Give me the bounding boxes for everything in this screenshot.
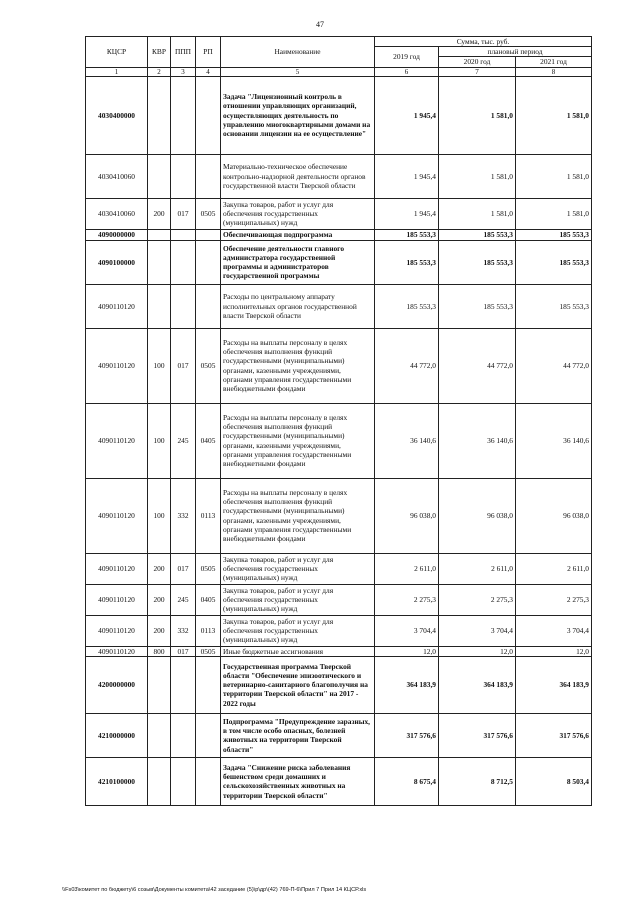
row-kvr — [148, 154, 171, 198]
row-rp: 0505 — [196, 198, 221, 229]
row-ppp: 017 — [171, 328, 196, 403]
row-name: Закупка товаров, работ и услуг для обеспечения государственных (муниципальных) нужд — [221, 615, 375, 646]
row-value-2020: 185 553,3 — [439, 240, 516, 284]
row-kcsr: 4090110120 — [86, 584, 148, 615]
row-ppp — [171, 154, 196, 198]
row-rp — [196, 713, 221, 757]
row-value-2021: 3 704,4 — [516, 615, 592, 646]
row-name: Расходы на выплаты персоналу в целях обеспечения выполнения функций государственными (муниципальными) органами, казенными учреждениями, органами управления государственными внебюджетными фондами — [221, 403, 375, 478]
row-ppp — [171, 284, 196, 328]
row-kcsr: 4090110120 — [86, 403, 148, 478]
row-value-2019: 185 553,3 — [375, 229, 439, 240]
row-ppp — [171, 713, 196, 757]
table-row — [86, 553, 592, 584]
row-kvr — [148, 76, 171, 154]
row-kcsr: 4200000000 — [86, 656, 148, 713]
table-row — [86, 615, 592, 646]
row-value-2021: 185 553,3 — [516, 229, 592, 240]
row-value-2020: 1 581,0 — [439, 198, 516, 229]
table-row — [86, 284, 592, 328]
table-row — [86, 646, 592, 656]
row-value-2020: 12,0 — [439, 646, 516, 656]
row-kcsr: 4090110120 — [86, 284, 148, 328]
row-ppp — [171, 229, 196, 240]
row-kvr: 100 — [148, 328, 171, 403]
row-name: Закупка товаров, работ и услуг для обеспечения государственных (муниципальных) нужд — [221, 584, 375, 615]
row-kvr: 200 — [148, 553, 171, 584]
row-ppp: 017 — [171, 646, 196, 656]
table-row — [86, 713, 592, 757]
column-number: 6 — [375, 67, 439, 76]
row-value-2020: 2 275,3 — [439, 584, 516, 615]
row-kcsr: 4210000000 — [86, 713, 148, 757]
row-value-2021: 12,0 — [516, 646, 592, 656]
row-name: Обеспечение деятельности главного администратора государственной программы и администраторов государственной программы — [221, 240, 375, 284]
row-value-2020: 96 038,0 — [439, 478, 516, 553]
row-kvr — [148, 757, 171, 805]
row-value-2021: 36 140,6 — [516, 403, 592, 478]
row-value-2021: 1 581,0 — [516, 198, 592, 229]
row-value-2021: 317 576,6 — [516, 713, 592, 757]
row-rp: 0505 — [196, 328, 221, 403]
row-value-2021: 1 581,0 — [516, 76, 592, 154]
row-kcsr: 4090110120 — [86, 328, 148, 403]
row-value-2019: 1 945,4 — [375, 76, 439, 154]
column-number: 2 — [148, 67, 171, 76]
row-name: Подпрограмма "Предупреждение заразных, в том числе особо опасных, болезней животных на территории Тверской области" — [221, 713, 375, 757]
row-kvr: 200 — [148, 615, 171, 646]
table-row — [86, 229, 592, 240]
header-ppp: ППП — [171, 37, 196, 68]
row-value-2021: 96 038,0 — [516, 478, 592, 553]
row-rp: 0405 — [196, 403, 221, 478]
row-name: Закупка товаров, работ и услуг для обеспечения государственных (муниципальных) нужд — [221, 198, 375, 229]
column-number: 1 — [86, 67, 148, 76]
row-value-2019: 185 553,3 — [375, 284, 439, 328]
row-value-2019: 317 576,6 — [375, 713, 439, 757]
row-kcsr: 4210100000 — [86, 757, 148, 805]
row-ppp — [171, 240, 196, 284]
table-row — [86, 328, 592, 403]
row-value-2021: 2 275,3 — [516, 584, 592, 615]
row-rp: 0113 — [196, 615, 221, 646]
row-value-2019: 96 038,0 — [375, 478, 439, 553]
row-value-2020: 1 581,0 — [439, 76, 516, 154]
row-name: Расходы на выплаты персоналу в целях обеспечения выполнения функций государственными (муниципальными) органами, казенными учреждениями, органами управления государственными внебюджетными фондами — [221, 328, 375, 403]
row-value-2020: 36 140,6 — [439, 403, 516, 478]
row-ppp — [171, 76, 196, 154]
row-name: Обеспечивающая подпрограмма — [221, 229, 375, 240]
column-number: 3 — [171, 67, 196, 76]
row-kvr — [148, 229, 171, 240]
row-value-2021: 2 611,0 — [516, 553, 592, 584]
row-name: Государственная программа Тверской области "Обеспечение эпизоотического и ветеринарно-санитарного благополучия на территории Тверской области" на 2017 - 2022 годы — [221, 656, 375, 713]
header-year-2019: 2019 год — [375, 47, 439, 67]
row-name: Иные бюджетные ассигнования — [221, 646, 375, 656]
row-value-2019: 2 275,3 — [375, 584, 439, 615]
header-rp: РП — [196, 37, 221, 68]
row-rp: 0505 — [196, 553, 221, 584]
row-rp: 0405 — [196, 584, 221, 615]
row-kcsr: 4030400000 — [86, 76, 148, 154]
row-ppp — [171, 757, 196, 805]
header-name: Наименование — [221, 37, 375, 68]
row-rp — [196, 656, 221, 713]
row-ppp: 245 — [171, 584, 196, 615]
row-kvr: 100 — [148, 478, 171, 553]
row-kcsr: 4090100000 — [86, 240, 148, 284]
row-kvr: 100 — [148, 403, 171, 478]
row-value-2019: 8 675,4 — [375, 757, 439, 805]
row-ppp — [171, 656, 196, 713]
header-kvr: КВР — [148, 37, 171, 68]
row-value-2021: 185 553,3 — [516, 284, 592, 328]
row-ppp: 017 — [171, 553, 196, 584]
row-value-2020: 364 183,9 — [439, 656, 516, 713]
row-kcsr: 4090110120 — [86, 553, 148, 584]
row-value-2019: 3 704,4 — [375, 615, 439, 646]
row-value-2019: 364 183,9 — [375, 656, 439, 713]
row-value-2021: 1 581,0 — [516, 154, 592, 198]
row-kvr: 200 — [148, 198, 171, 229]
row-value-2020: 44 772,0 — [439, 328, 516, 403]
row-ppp: 245 — [171, 403, 196, 478]
row-rp — [196, 229, 221, 240]
row-name: Расходы на выплаты персоналу в целях обеспечения выполнения функций государственными (муниципальными) органами, казенными учреждениями, органами управления государственными внебюджетными фондами — [221, 478, 375, 553]
table-row — [86, 584, 592, 615]
row-value-2021: 364 183,9 — [516, 656, 592, 713]
header-year-2021: 2021 год — [516, 57, 592, 67]
header-sum: Сумма, тыс. руб. — [375, 37, 592, 47]
row-value-2019: 2 611,0 — [375, 553, 439, 584]
row-name: Расходы по центральному аппарату исполнительных органов государственной власти Тверской области — [221, 284, 375, 328]
row-value-2019: 12,0 — [375, 646, 439, 656]
row-kvr — [148, 284, 171, 328]
row-kcsr: 4090000000 — [86, 229, 148, 240]
table-row — [86, 757, 592, 805]
row-kvr — [148, 713, 171, 757]
column-number: 5 — [221, 67, 375, 76]
row-kcsr: 4090110120 — [86, 646, 148, 656]
row-ppp: 332 — [171, 478, 196, 553]
table-row — [86, 198, 592, 229]
table-row — [86, 240, 592, 284]
table-row — [86, 154, 592, 198]
row-kcsr: 4090110120 — [86, 615, 148, 646]
row-value-2020: 185 553,3 — [439, 284, 516, 328]
row-kcsr: 4030410060 — [86, 198, 148, 229]
row-value-2021: 185 553,3 — [516, 240, 592, 284]
row-value-2020: 1 581,0 — [439, 154, 516, 198]
row-rp — [196, 154, 221, 198]
row-name: Закупка товаров, работ и услуг для обеспечения государственных (муниципальных) нужд — [221, 553, 375, 584]
row-value-2020: 8 712,5 — [439, 757, 516, 805]
footer-file-path: \\Fs03\комитет по бюджету\6 созыв\Документы комитета\42 заседание (5)\р\др\(42) 769-П-6\Прил 7 Прил 14 КЦСР.xls — [62, 887, 367, 893]
row-rp — [196, 240, 221, 284]
column-number: 8 — [516, 67, 592, 76]
row-value-2019: 185 553,3 — [375, 240, 439, 284]
row-rp: 0505 — [196, 646, 221, 656]
column-number: 7 — [439, 67, 516, 76]
table-row — [86, 403, 592, 478]
header-planned-period: плановый период — [439, 47, 592, 57]
row-rp — [196, 76, 221, 154]
row-rp — [196, 757, 221, 805]
row-value-2019: 44 772,0 — [375, 328, 439, 403]
row-name: Задача "Снижение риска заболевания бешенством среди домашних и сельскохозяйственных животных на территории Тверской области" — [221, 757, 375, 805]
row-value-2021: 8 503,4 — [516, 757, 592, 805]
row-value-2019: 1 945,4 — [375, 198, 439, 229]
row-value-2020: 3 704,4 — [439, 615, 516, 646]
page-number: 47 — [316, 20, 324, 29]
budget-table — [85, 36, 592, 806]
header-year-2020: 2020 год — [439, 57, 516, 67]
row-kvr — [148, 656, 171, 713]
table-row — [86, 478, 592, 553]
row-value-2020: 2 611,0 — [439, 553, 516, 584]
row-kcsr: 4030410060 — [86, 154, 148, 198]
row-name: Задача "Лицензионный контроль в отношении управляющих организаций, осуществляющих деятельность по управлению многоквартирными домами на основании лицензии на ее осуществление" — [221, 76, 375, 154]
row-value-2019: 36 140,6 — [375, 403, 439, 478]
header-kcsr: КЦСР — [86, 37, 148, 68]
row-value-2020: 317 576,6 — [439, 713, 516, 757]
table-body — [86, 76, 592, 805]
row-kvr: 800 — [148, 646, 171, 656]
column-number: 4 — [196, 67, 221, 76]
table-row — [86, 76, 592, 154]
row-kcsr: 4090110120 — [86, 478, 148, 553]
table-row — [86, 656, 592, 713]
row-kvr — [148, 240, 171, 284]
row-ppp: 017 — [171, 198, 196, 229]
row-name: Материально-техническое обеспечение контрольно-надзорной деятельности органов государственной власти Тверской области — [221, 154, 375, 198]
row-value-2021: 44 772,0 — [516, 328, 592, 403]
row-ppp: 332 — [171, 615, 196, 646]
row-value-2019: 1 945,4 — [375, 154, 439, 198]
row-rp — [196, 284, 221, 328]
row-rp: 0113 — [196, 478, 221, 553]
row-value-2020: 185 553,3 — [439, 229, 516, 240]
row-kvr: 200 — [148, 584, 171, 615]
